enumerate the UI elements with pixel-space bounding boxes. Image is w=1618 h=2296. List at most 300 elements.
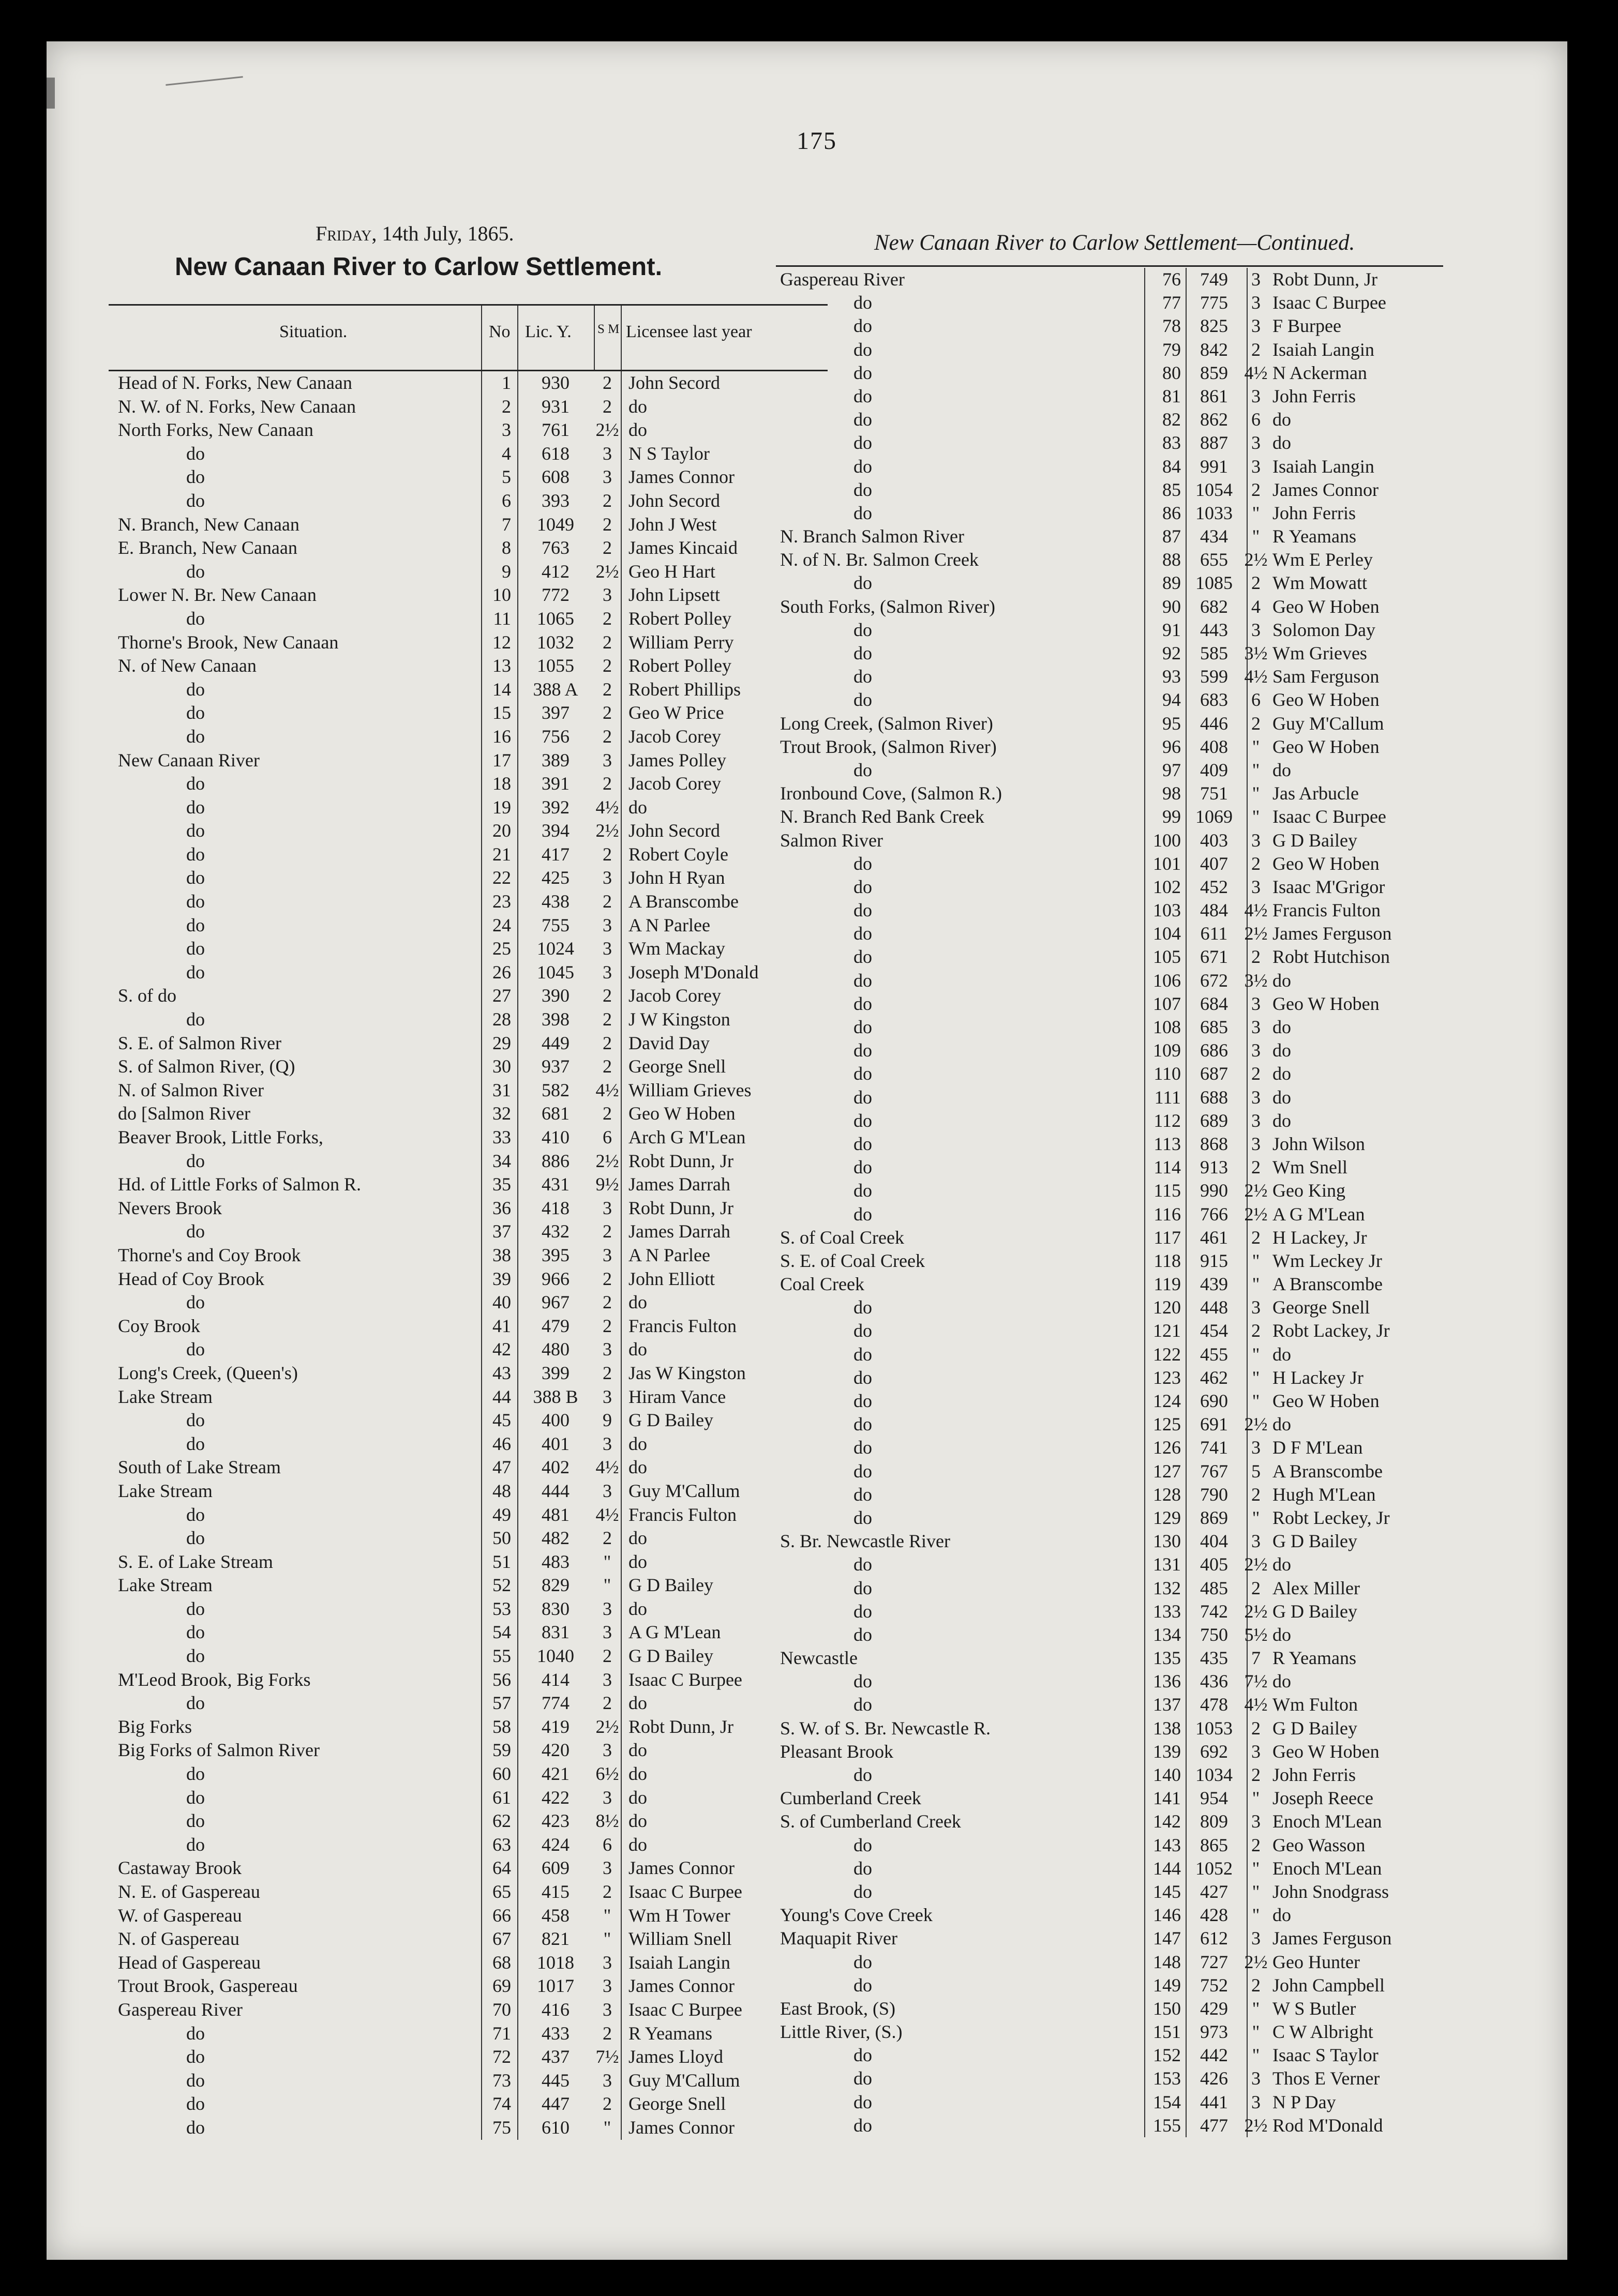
licensee-cell: Jas Arbucle	[1272, 783, 1359, 804]
table-row	[776, 1039, 1454, 1062]
sm-cell: 3	[1251, 1741, 1261, 1762]
lic-cell: 447	[542, 2093, 570, 2114]
table-row	[109, 1998, 828, 2022]
licensee-cell: Guy M'Callum	[628, 2070, 740, 2091]
no-cell: 32	[492, 1103, 511, 1124]
situation-cell: Salmon River	[780, 829, 883, 851]
no-cell: 37	[492, 1221, 511, 1242]
lic-cell: 690	[1200, 1391, 1228, 1411]
situation-cell: Big Forks of Salmon River	[118, 1740, 320, 1761]
situation-cell: do	[853, 689, 872, 711]
no-cell: 89	[1162, 572, 1181, 594]
no-cell: 96	[1162, 736, 1181, 757]
lic-cell: 1053	[1195, 1717, 1233, 1739]
sm-cell: 2	[603, 490, 612, 511]
situation-cell: do	[853, 1297, 872, 1318]
licensee-cell: do	[1272, 409, 1291, 430]
sm-cell: 2	[1251, 1484, 1261, 1505]
sm-cell: 3	[603, 749, 612, 771]
licensee-cell: D F M'Lean	[1272, 1437, 1363, 1458]
lic-cell: 412	[542, 561, 570, 582]
situation-cell: do	[853, 339, 872, 360]
licensee-cell: Enoch M'Lean	[1272, 1811, 1382, 1832]
situation-cell: do	[853, 409, 872, 430]
sm-cell: 2	[603, 372, 612, 393]
no-cell: 124	[1153, 1391, 1181, 1411]
lic-cell: 479	[542, 1315, 570, 1336]
lic-cell: 398	[542, 1009, 570, 1030]
sm-cell: 3	[603, 1669, 612, 1690]
licensee-cell: A G M'Lean	[1272, 1203, 1365, 1225]
sm-cell: 4½	[595, 1457, 619, 1478]
situation-cell: do	[853, 1203, 872, 1225]
licensee-cell: Arch G M'Lean	[628, 1127, 746, 1147]
no-cell: 70	[492, 1999, 511, 2020]
lic-cell: 861	[1200, 385, 1228, 406]
situation-cell: do	[186, 1504, 205, 1525]
no-cell: 111	[1154, 1086, 1181, 1108]
table-row	[109, 1809, 828, 1833]
lic-cell: 438	[542, 891, 570, 912]
no-cell: 72	[492, 2046, 511, 2067]
sm-cell: 2	[1251, 1157, 1261, 1178]
sm-cell: "	[1252, 783, 1260, 804]
lic-cell: 655	[1200, 549, 1228, 570]
situation-cell: do	[853, 1834, 872, 1855]
table-row	[109, 1102, 828, 1126]
no-cell: 46	[492, 1433, 511, 1454]
no-cell: 146	[1153, 1905, 1181, 1926]
licensee-cell: Geo W Hoben	[1272, 736, 1380, 757]
no-cell: 105	[1153, 946, 1181, 968]
right-title: New Canaan River to Carlow Settlement—Continued.	[874, 231, 1355, 255]
licensee-cell: George Snell	[628, 1056, 726, 1077]
situation-cell: do	[853, 1484, 872, 1505]
no-cell: 77	[1162, 292, 1181, 313]
lic-cell: 424	[542, 1834, 570, 1855]
lic-cell: 426	[1200, 2068, 1228, 2089]
no-cell: 26	[492, 961, 511, 983]
licensee-cell: Geo H Hart	[628, 561, 715, 582]
sm-cell: 3	[1251, 385, 1261, 406]
situation-cell: Lake Stream	[118, 1480, 213, 1501]
sm-cell: 3	[1251, 1531, 1261, 1552]
no-cell: 101	[1153, 853, 1181, 874]
table-row	[776, 2067, 1454, 2090]
sm-cell: 3	[1251, 292, 1261, 313]
table-row	[776, 1436, 1454, 1459]
lic-cell: 410	[542, 1127, 570, 1147]
header-licensee: Licensee last year	[626, 322, 752, 341]
situation-cell: do	[853, 1624, 872, 1645]
licensee-cell: Isaiah Langin	[628, 1952, 730, 1973]
licensee-cell: G D Bailey	[1272, 1717, 1357, 1739]
licensee-cell: Guy M'Callum	[1272, 713, 1384, 734]
no-cell: 148	[1153, 1951, 1181, 1972]
licensee-cell: G D Bailey	[1272, 1531, 1357, 1552]
lic-cell: 1032	[537, 631, 574, 653]
no-cell: 56	[492, 1669, 511, 1690]
no-cell: 63	[492, 1834, 511, 1855]
table-row	[109, 654, 828, 678]
table-row	[776, 1062, 1454, 1085]
licensee-cell: John Secord	[628, 820, 720, 841]
no-cell: 76	[1162, 269, 1181, 290]
no-cell: 62	[492, 1810, 511, 1832]
no-cell: 139	[1153, 1741, 1181, 1762]
lic-cell: 766	[1200, 1203, 1228, 1225]
situation-cell: do	[853, 292, 872, 313]
licensee-cell: William Grieves	[628, 1079, 752, 1100]
licensee-cell: do	[1272, 1063, 1291, 1084]
sm-cell: 3	[1251, 1040, 1261, 1061]
sm-cell: 3	[603, 1975, 612, 1997]
left-column-header	[109, 304, 828, 371]
situation-cell: do	[186, 608, 205, 629]
sm-cell: 3	[1251, 2091, 1261, 2112]
lic-cell: 991	[1200, 456, 1228, 477]
table-row	[776, 1810, 1454, 1833]
lic-cell: 1018	[537, 1952, 574, 1973]
no-cell: 58	[492, 1716, 511, 1737]
lic-cell: 727	[1200, 1951, 1228, 1972]
lic-cell: 886	[542, 1150, 570, 1171]
sm-cell: 9	[603, 1410, 612, 1431]
licensee-cell: James Darrah	[628, 1221, 730, 1242]
table-row	[776, 712, 1454, 735]
rule	[517, 306, 518, 370]
no-cell: 97	[1162, 759, 1181, 780]
no-cell: 87	[1162, 526, 1181, 547]
licensee-cell: Geo Wasson	[1272, 1834, 1366, 1855]
lic-cell: 809	[1200, 1811, 1228, 1832]
table-row	[109, 1173, 828, 1197]
situation-cell: do	[186, 1433, 205, 1454]
no-cell: 7	[502, 513, 511, 535]
lic-cell: 481	[542, 1504, 570, 1525]
licensee-cell: James Kincaid	[628, 537, 738, 558]
situation-cell: W. of Gaspereau	[118, 1905, 242, 1926]
situation-cell: do	[186, 2093, 205, 2114]
licensee-cell: Wm Mowatt	[1272, 572, 1367, 594]
situation-cell: do	[853, 362, 872, 383]
table-row	[776, 431, 1454, 455]
situation-cell: do	[853, 1180, 872, 1201]
sm-cell: 3	[1251, 1017, 1261, 1037]
sm-cell: 2	[603, 1268, 612, 1289]
right-column	[776, 265, 1454, 2137]
lic-cell: 401	[542, 1433, 570, 1454]
no-cell: 45	[492, 1410, 511, 1431]
sm-cell: "	[1252, 526, 1260, 547]
situation-cell: do	[853, 2114, 872, 2136]
situation-cell: do	[853, 572, 872, 594]
sm-cell: 3	[603, 1197, 612, 1218]
no-cell: 11	[493, 608, 511, 629]
sm-cell: 2	[1251, 479, 1261, 500]
lic-cell: 423	[542, 1810, 570, 1832]
situation-cell: do	[853, 1881, 872, 1902]
situation-cell: Thorne's and Coy Brook	[118, 1244, 301, 1265]
situation-cell: Head of Gaspereau	[118, 1952, 261, 1973]
licensee-cell: do	[628, 1433, 647, 1454]
sm-cell: "	[1252, 736, 1260, 757]
no-cell: 95	[1162, 713, 1181, 734]
situation-cell: do	[853, 502, 872, 523]
licensee-cell: Robert Polley	[628, 655, 731, 676]
licensee-cell: C W Albright	[1272, 2021, 1373, 2043]
sm-cell: 3	[603, 1857, 612, 1879]
sm-cell: 6½	[595, 1763, 619, 1785]
sm-cell: 2	[603, 1693, 612, 1714]
lic-cell: 421	[542, 1763, 570, 1785]
no-cell: 53	[492, 1598, 511, 1619]
lic-cell: 483	[542, 1551, 570, 1572]
sm-cell: 3	[603, 1952, 612, 1973]
no-cell: 80	[1162, 362, 1181, 383]
sm-cell: 2	[1251, 1320, 1261, 1341]
table-row	[109, 442, 828, 466]
situation-cell: Newcastle	[780, 1648, 858, 1669]
table-row	[109, 1197, 828, 1220]
sm-cell: "	[1252, 1788, 1260, 1809]
situation-cell: do [Salmon River	[118, 1103, 250, 1124]
licensee-cell: Geo W Hoben	[1272, 596, 1380, 617]
sm-cell: 3	[1251, 456, 1261, 477]
sm-cell: 4½	[595, 1079, 619, 1100]
no-cell: 8	[502, 537, 511, 558]
lic-cell: 444	[542, 1480, 570, 1501]
sm-cell: 2½	[595, 1150, 619, 1171]
table-row	[109, 1833, 828, 1857]
scan-mark	[166, 76, 243, 86]
licensee-cell: Francis Fulton	[1272, 900, 1381, 921]
table-row	[109, 1644, 828, 1668]
situation-cell: do	[853, 1600, 872, 1622]
sm-cell: 2	[1251, 1577, 1261, 1598]
table-row	[109, 914, 828, 938]
table-row	[776, 1483, 1454, 1506]
licensee-cell: do	[1272, 1040, 1291, 1061]
lic-cell: 400	[542, 1410, 570, 1431]
table-row	[109, 796, 828, 820]
sm-cell: 2	[603, 537, 612, 558]
no-cell: 108	[1153, 1017, 1181, 1037]
no-cell: 142	[1153, 1811, 1181, 1832]
table-row	[776, 1763, 1454, 1787]
licensee-cell: Wm Leckey Jr	[1272, 1250, 1382, 1271]
licensee-cell: Alex Miller	[1272, 1577, 1360, 1598]
no-cell: 91	[1162, 619, 1181, 640]
licensee-cell: Robt Dunn, Jr	[628, 1197, 734, 1218]
scan-mark	[47, 78, 55, 109]
no-cell: 119	[1153, 1274, 1181, 1295]
table-row	[109, 1739, 828, 1762]
table-row	[109, 1715, 828, 1739]
no-cell: 25	[492, 938, 511, 959]
licensee-cell: George Snell	[628, 2093, 726, 2114]
table-row	[776, 291, 1454, 314]
no-cell: 107	[1153, 993, 1181, 1014]
sm-cell: 3	[603, 1339, 612, 1360]
situation-cell: do	[853, 619, 872, 640]
sm-cell: 6	[603, 1127, 612, 1147]
lic-cell: 480	[542, 1339, 570, 1360]
table-row	[776, 2091, 1454, 2114]
no-cell: 47	[492, 1457, 511, 1478]
licensee-cell: Wm Fulton	[1272, 1694, 1358, 1715]
table-row	[109, 1856, 828, 1880]
no-cell: 43	[492, 1362, 511, 1383]
lic-cell: 821	[542, 1928, 570, 1950]
lic-cell: 868	[1200, 1133, 1228, 1154]
licensee-cell: Wm E Perley	[1272, 549, 1373, 570]
situation-cell: N. of Gaspereau	[118, 1928, 239, 1950]
situation-cell: do	[186, 1339, 205, 1360]
situation-cell: do	[186, 1787, 205, 1808]
lic-cell: 825	[1200, 315, 1228, 337]
licensee-cell: do	[1272, 1414, 1291, 1435]
no-cell: 153	[1153, 2068, 1181, 2089]
sm-cell: 3	[603, 1244, 612, 1265]
situation-cell: do	[186, 1834, 205, 1855]
licensee-cell: Robt Dunn, Jr	[628, 1150, 734, 1171]
licensee-cell: Isaac M'Grigor	[1272, 876, 1385, 897]
lic-cell: 749	[1200, 269, 1228, 290]
situation-cell: do	[853, 1367, 872, 1388]
licensee-cell: Robt Leckey, Jr	[1272, 1507, 1390, 1528]
lic-cell: 432	[542, 1221, 570, 1242]
no-cell: 135	[1153, 1648, 1181, 1669]
licensee-cell: do	[1272, 1624, 1291, 1645]
table-row	[776, 455, 1454, 478]
table-row	[776, 899, 1454, 922]
sm-cell: 4½	[595, 1504, 619, 1525]
table-row	[109, 1974, 828, 1998]
situation-cell: do	[186, 1598, 205, 1619]
table-row	[109, 1220, 828, 1244]
lic-cell: 428	[1200, 1905, 1228, 1926]
situation-cell: do	[853, 1157, 872, 1178]
licensee-cell: do	[628, 396, 647, 417]
situation-cell: S. of Salmon River, (Q)	[118, 1056, 295, 1077]
no-cell: 20	[492, 820, 511, 841]
sm-cell: 3	[1251, 993, 1261, 1014]
sm-cell: 2	[603, 726, 612, 747]
table-row	[109, 1786, 828, 1810]
lic-cell: 585	[1200, 643, 1228, 663]
table-row	[109, 843, 828, 867]
table-row	[776, 1109, 1454, 1132]
licensee-cell: Joseph Reece	[1272, 1788, 1373, 1809]
licensee-cell: Francis Fulton	[628, 1504, 737, 1525]
no-cell: 30	[492, 1056, 511, 1077]
situation-cell: S. E. of Coal Creek	[780, 1250, 925, 1271]
table-row	[776, 1857, 1454, 1880]
licensee-cell: John Campbell	[1272, 1974, 1385, 1996]
sm-cell: 2	[1251, 1974, 1261, 1996]
licensee-cell: do	[628, 1292, 647, 1313]
table-row	[776, 548, 1454, 571]
situation-cell: do	[853, 1507, 872, 1528]
no-cell: 144	[1153, 1857, 1181, 1879]
lic-cell: 448	[1200, 1297, 1228, 1318]
situation-cell: do	[853, 1391, 872, 1411]
table-row	[776, 571, 1454, 595]
licensee-cell: Jacob Corey	[628, 985, 721, 1006]
situation-cell: do	[853, 432, 872, 454]
situation-cell: do	[186, 490, 205, 511]
lic-cell: 404	[1200, 1531, 1228, 1552]
licensee-cell: do	[1272, 970, 1291, 991]
no-cell: 3	[502, 419, 511, 441]
no-cell: 133	[1153, 1600, 1181, 1622]
situation-cell: Long's Creek, (Queen's)	[118, 1362, 298, 1383]
sm-cell: 3	[1251, 1110, 1261, 1131]
licensee-cell: do	[1272, 1086, 1291, 1108]
lic-cell: 931	[542, 396, 570, 417]
sm-cell: 3	[1251, 1297, 1261, 1318]
sm-cell: "	[1252, 2021, 1260, 2043]
no-cell: 78	[1162, 315, 1181, 337]
situation-cell: Lake Stream	[118, 1575, 213, 1596]
table-row	[109, 1527, 828, 1550]
licensee-cell: Geo W Hoben	[628, 1103, 736, 1124]
table-row	[776, 1577, 1454, 1600]
lic-cell: 689	[1200, 1110, 1228, 1131]
situation-cell: do	[853, 1857, 872, 1879]
rule	[621, 306, 622, 370]
no-cell: 122	[1153, 1343, 1181, 1365]
table-row	[776, 1693, 1454, 1716]
licensee-cell: William Perry	[628, 631, 734, 653]
left-title: New Canaan River to Carlow Settlement.	[175, 253, 663, 281]
licensee-cell: A Branscombe	[628, 891, 739, 912]
situation-cell: do	[186, 938, 205, 959]
licensee-cell: John J West	[628, 513, 717, 535]
no-cell: 57	[492, 1693, 511, 1714]
table-row	[109, 890, 828, 914]
lic-cell: 388 A	[533, 678, 578, 700]
no-cell: 86	[1162, 502, 1181, 523]
sm-cell: 3	[603, 1386, 612, 1407]
sm-cell: 2½	[1244, 549, 1268, 570]
table-row	[776, 992, 1454, 1016]
no-cell: 65	[492, 1881, 511, 1902]
licensee-cell: N P Day	[1272, 2091, 1336, 2112]
licensee-cell: Geo King	[1272, 1180, 1345, 1201]
table-row	[109, 395, 828, 419]
no-cell: 73	[492, 2070, 511, 2091]
no-cell: 155	[1153, 2114, 1181, 2136]
table-row	[109, 1291, 828, 1315]
sm-cell: 4½	[1244, 666, 1268, 687]
table-row	[776, 1740, 1454, 1763]
no-cell: 21	[492, 843, 511, 865]
lic-cell: 672	[1200, 970, 1228, 991]
licensee-cell: Isaac C Burpee	[628, 1669, 742, 1690]
sm-cell: 2	[603, 1009, 612, 1030]
licensee-cell: Isaac C Burpee	[1272, 806, 1386, 827]
no-cell: 74	[492, 2093, 511, 2114]
sm-cell: "	[603, 1928, 611, 1950]
licensee-cell: A N Parlee	[628, 914, 710, 935]
table-row	[109, 513, 828, 537]
lic-cell: 436	[1200, 1671, 1228, 1692]
situation-cell: do	[853, 1577, 872, 1598]
table-row	[109, 489, 828, 513]
situation-cell: do	[853, 1951, 872, 1972]
